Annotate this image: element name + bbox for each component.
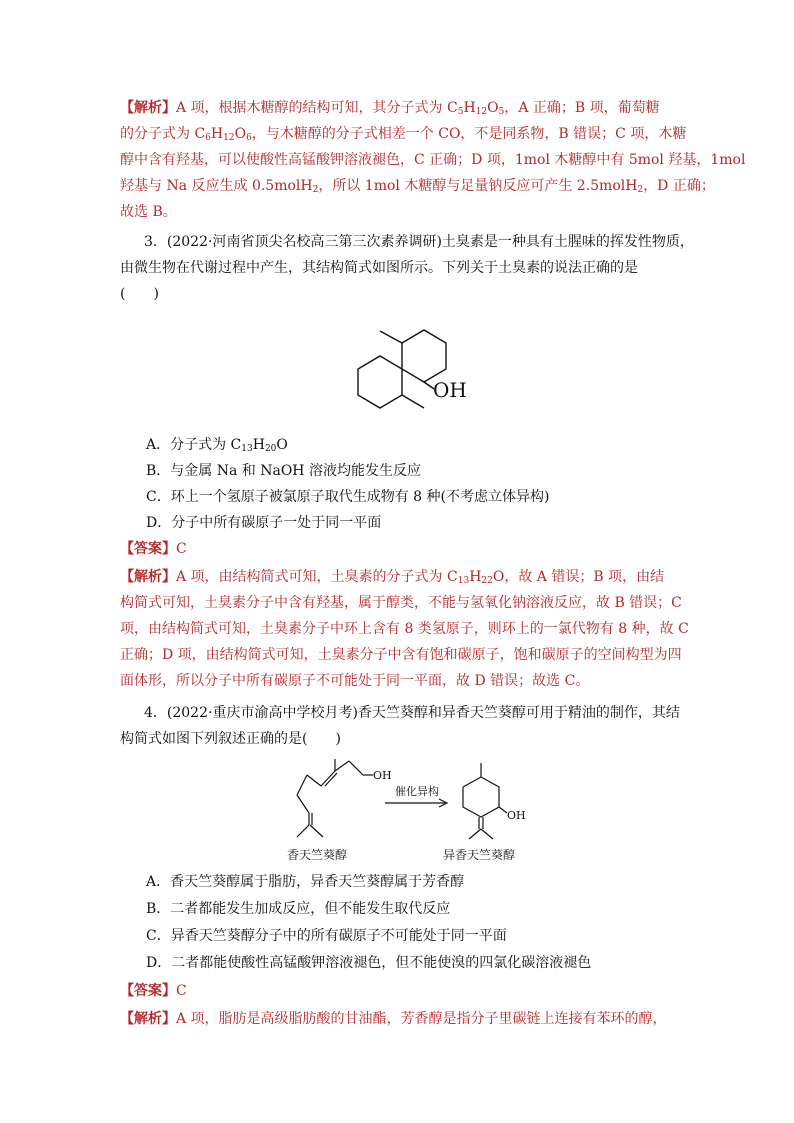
q4-option-b: B．二者都能发生加成反应，但不能发生取代反应 <box>146 901 451 917</box>
q3-analysis-line-2: 构简式可知，土臭素分子中含有羟基，属于醇类，不能与氢氧化钠溶液反应，故 B 错误；C <box>120 595 682 611</box>
q4-option-d: D．二者都能使酸性高锰酸钾溶液褪色，但不能使溴的四氯化碳溶液褪色 <box>146 955 592 971</box>
q3-analysis-line-1: 【解析】A 项，由结构简式可知，土臭素的分子式为 $C_{13}H_{22}O$，故 A 错误；B 项，由结 <box>120 569 665 586</box>
mol1-name: 香天竺葵醇 <box>287 848 348 862</box>
q4-option-c: C．异香天竺葵醇分子中的所有碳原子不可能处于同一平面 <box>146 928 507 944</box>
mol2-name: 异香天竺葵醇 <box>443 848 516 862</box>
q4-stem-line-2: 构简式如图下列叙述正确的是( ) <box>120 731 341 747</box>
q4-answer: 【答案】C <box>120 983 187 999</box>
q4-analysis-line-1: 【解析】A 项，脂肪是高级脂肪酸的甘油酯，芳香醇是指分子里碳链上连接有苯环的醇， <box>120 1011 667 1027</box>
q4-option-a: A．香天竺葵醇属于脂肪，异香天竺葵醇属于芳香醇 <box>146 874 465 890</box>
q3-answer: 【答案】C <box>120 541 187 557</box>
q3-analysis-line-3: 项，由结构简式可知，土臭素分子中环上含有 8 类氢原子，则环上的一氯代物有 8 种，故 C <box>120 621 689 637</box>
q3-analysis-line-4: 正确；D 项，由结构简式可知，土臭素分子中含有饱和碳原子，饱和碳原子的空间构型为四 <box>120 647 682 663</box>
q3-option-d: D．分子中所有碳原子一处于同一平面 <box>146 515 382 531</box>
prev-analysis-line-4: 羟基与 Na 反应生成 0.5molH$_2$，所以 1mol 木糖醇与足量钠反应可产生 2.5molH$_2$，D 正确； <box>120 178 715 195</box>
analysis-text: A 项，根据木糖醇的结构可知，其分子式为 $C_5H_{12}O_5$，A 正确；B 项，葡萄糖 <box>176 100 660 117</box>
geosmin-oh-label: OH <box>433 378 467 402</box>
q3-analysis-line-5: 面体形，所以分子中所有碳原子不可能处于同一平面，故 D 错误；故选 C。 <box>120 673 590 689</box>
q3-stem-line-2: 由微生物在代谢过程中产生，其结构简式如图所示。下列关于土臭素的说法正确的是 <box>120 260 638 276</box>
q3-option-a: A．分子式为 $C_{13}H_{20}O$ <box>146 437 288 454</box>
prev-analysis-line-2: 的分子式为 $C_6H_{12}O_6$，与木糖醇的分子式相差一个 CO，不是同系物，B 错误；C 项，木糖 <box>120 126 687 143</box>
q3-option-b: B．与金属 Na 和 NaOH 溶液均能发生反应 <box>146 463 421 479</box>
q4-stem-line-1: 4．(2022·重庆市渝高中学校月考)香天竺葵醇和异香天竺葵醇可用于精油的制作，其结 <box>144 705 680 721</box>
geosmin-structure <box>340 305 480 425</box>
q3-answer-blank: ( ) <box>120 286 159 302</box>
analysis-tag: 【解析】 <box>120 100 176 116</box>
mol2-oh-label: OH <box>507 809 526 822</box>
q3-option-c: C．环上一个氢原子被氯原子取代生成物有 8 种(不考虑立体异构) <box>146 489 550 505</box>
prev-analysis-line-3: 醇中含有羟基，可以使酸性高锰酸钾溶液褪色，C 正确；D 项，1mol 木糖醇中有 5mol 羟基，1mol <box>120 152 746 168</box>
prev-analysis-line-1 <box>120 98 660 118</box>
reaction-scheme <box>285 755 545 865</box>
q3-stem-line-1: 3．(2022·河南省顶尖名校高三第三次素养调研)土臭素是一种具有土腥味的挥发性物质， <box>144 234 694 250</box>
mol1-oh-label: OH <box>373 769 392 782</box>
prev-analysis-line-5: 故选 B。 <box>120 204 177 220</box>
arrow-label: 催化异构 <box>395 785 439 798</box>
